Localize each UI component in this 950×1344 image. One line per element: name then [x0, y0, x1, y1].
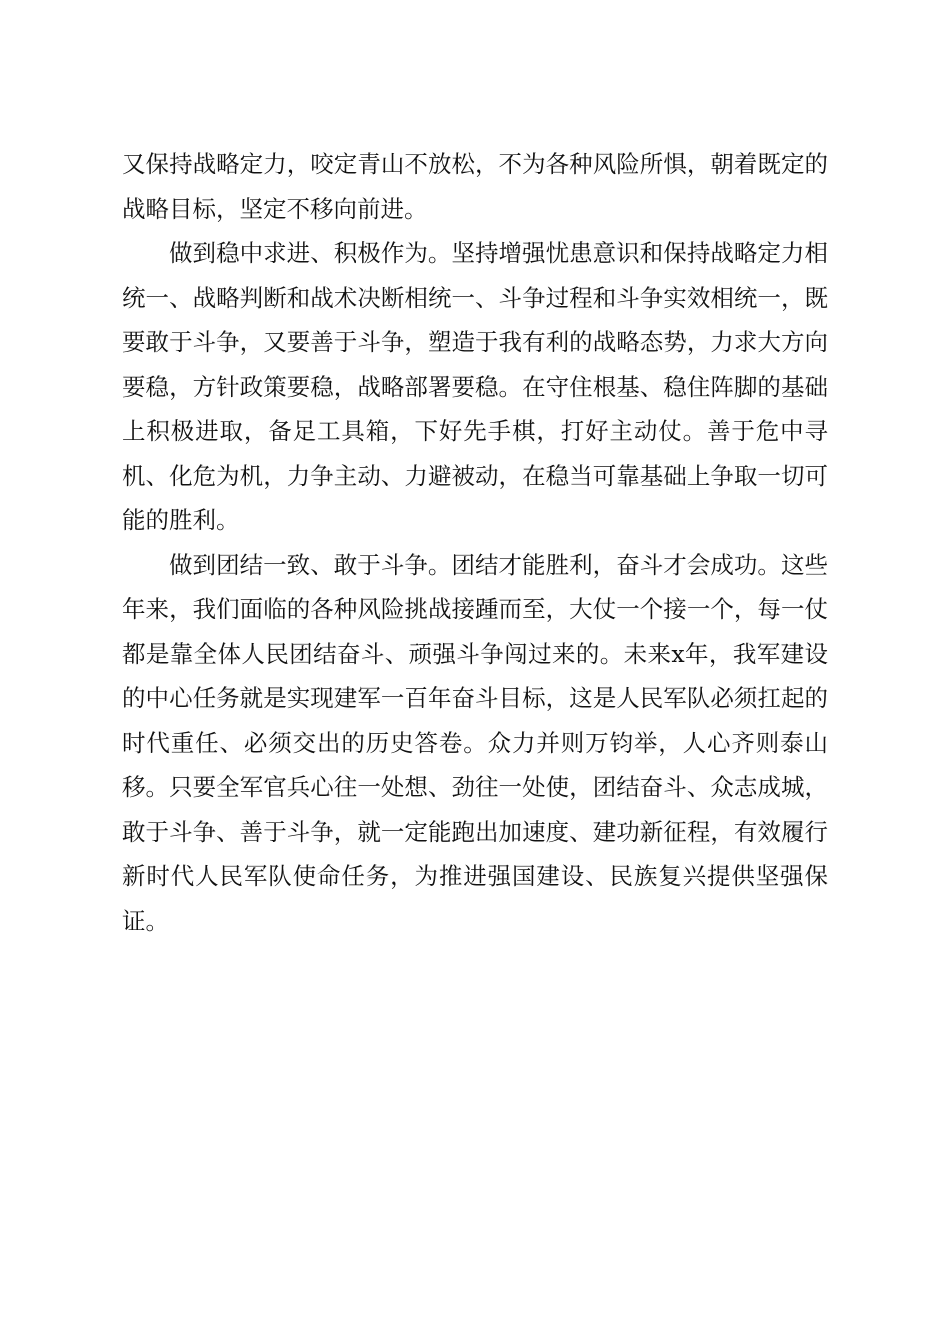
- paragraph-steady-progress: 做到稳中求进、积极作为。坚持增强忧患意识和保持战略定力相统一、战略判断和战术决断相统一、斗争过程和斗争实效相统一，既要敢于斗争，又要善于斗争，塑造于我有利的战略态势，力求大方向要稳，方针政策要稳，战略部署要稳。在守住根基、稳住阵脚的基础上积极进取，备足工具箱，下好先手棋，打好主动仗。善于危中寻机、化危为机，力争主动、力避被动，在稳当可靠基础上争取一切可能的胜利。: [122, 239, 828, 534]
- paragraph-unity-struggle: 做到团结一致、敢于斗争。团结才能胜利，奋斗才会成功。这些年来，我们面临的各种风险挑战接踵而至，大仗一个接一个，每一仗都是靠全体人民团结奋斗、顽强斗争闯过来的。未来x年，我军建设的中心任务就是实现建军一百年奋斗目标，这是人民军队必须扛起的时代重任、必须交出的历史答卷。众力并则万钧举，人心齐则泰山移。只要全军官兵心往一处想、劲往一处使，团结奋斗、众志成城，敢于斗争、善于斗争，就一定能跑出加速度、建功新征程，有效履行新时代人民军队使命任务，为推进强国建设、民族复兴提供坚强保证。: [122, 550, 828, 935]
- document-body: [122, 142, 828, 943]
- paragraph-continuation: 又保持战略定力，咬定青山不放松，不为各种风险所惧，朝着既定的战略目标，坚定不移向前进。: [122, 150, 828, 223]
